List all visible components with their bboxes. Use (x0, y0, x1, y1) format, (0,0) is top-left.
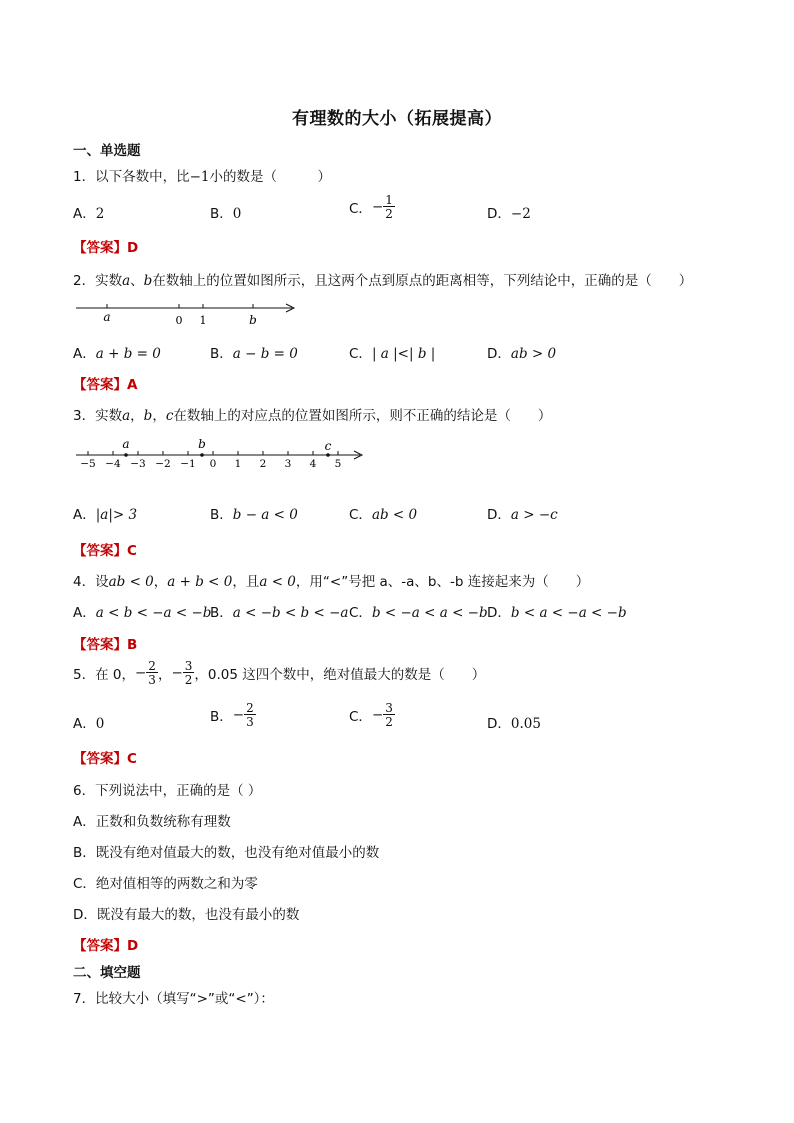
q2-label-b: b (249, 313, 257, 327)
q3-label-b: b (198, 437, 206, 451)
q3-point-a (124, 453, 128, 457)
section-heading-fill-blank: 二、填空题 (73, 965, 141, 981)
q3-answer: 【答案】C (73, 543, 137, 559)
q2-label-0: 0 (175, 314, 183, 327)
q3-option-a: A．|a|> 3 (73, 507, 138, 523)
q3-tick-label: 2 (259, 458, 267, 470)
q1-answer: 【答案】D (73, 240, 139, 256)
q6-option-b: B．既没有绝对值最大的数，也没有绝对值最小的数 (73, 845, 380, 861)
q3-number-line (70, 436, 370, 472)
q4-option-d: D．b < a < −a < −b (487, 605, 627, 621)
q1-option-d: D．−2 (487, 206, 531, 222)
question-5-stem: 5．在 0，− $\frac{2}{3}$ ，− $\frac{3}{2}$ ，0.05 这四个数中，绝对值最大的数是（ ） (73, 659, 486, 687)
question-7-stem: 7．比较大小（填写“>”或“<”）： (73, 991, 274, 1007)
q3-tick-label: 4 (309, 458, 317, 470)
question-4-stem: 4．设ab < 0，a + b < 0，且a < 0，用“<”号把 a、-a、b、-b 连接起来为（ ） (73, 574, 590, 590)
q5-answer: 【答案】C (73, 751, 137, 767)
q3-point-c (326, 453, 330, 457)
q3-option-b: B．b − a < 0 (210, 507, 298, 523)
q2-option-b: B．a − b = 0 (210, 346, 298, 362)
question-2-stem: 2．实数a、b在数轴上的位置如图所示，且这两个点到原点的距离相等，下列结论中，正确的是（ ） (73, 273, 693, 289)
q5-option-d: D．0.05 (487, 716, 541, 732)
q6-option-a: A．正数和负数统称有理数 (73, 814, 231, 830)
q2-option-a: A．a + b = 0 (73, 346, 161, 362)
q1-option-c: C．− $\frac{1}{2}$ (349, 193, 393, 221)
page-title: 有理数的大小（拓展提高） (292, 109, 502, 129)
q3-tick-label: −3 (130, 458, 146, 470)
q3-label-c: c (324, 439, 332, 453)
q3-tick-label: −4 (105, 458, 121, 470)
q3-label-a: a (122, 437, 130, 451)
q6-option-c: C．绝对值相等的两数之和为零 (73, 876, 258, 892)
q2-answer: 【答案】A (73, 377, 138, 393)
q2-label-a: a (103, 310, 111, 324)
q4-option-a: A．a < b < −a < −b (73, 605, 212, 621)
q3-option-c: C．ab < 0 (349, 507, 418, 523)
q3-tick-label: 5 (334, 458, 342, 470)
q6-answer: 【答案】D (73, 938, 139, 954)
q3-tick-label: −1 (180, 458, 196, 470)
question-1-stem: 1．以下各数中，比−1小的数是（ ） (73, 169, 331, 185)
q5-option-b: B．− $\frac{2}{3}$ (210, 701, 254, 729)
section-heading-single-choice: 一、单选题 (73, 143, 141, 159)
q5-option-a: A．0 (73, 716, 105, 732)
q4-option-c: C．b < −a < a < −b (349, 605, 488, 621)
q2-option-d: D．ab > 0 (487, 346, 557, 362)
question-3-stem: 3．实数a，b，c在数轴上的对应点的位置如图所示，则不正确的结论是（ ） (73, 408, 552, 424)
q3-tick-label: 3 (284, 458, 292, 470)
question-6-stem: 6．下列说法中，正确的是（ ） (73, 783, 262, 799)
q4-option-b: B．a < −b < b < −a (210, 605, 349, 621)
q3-tick-label: 1 (234, 458, 242, 470)
q6-option-d: D．既没有最大的数，也没有最小的数 (73, 907, 300, 923)
q3-option-d: D．a > −c (487, 507, 558, 523)
q2-option-c: C．| a |<| b | (349, 346, 436, 362)
q3-point-b (200, 453, 204, 457)
q5-option-c: C．− $\frac{3}{2}$ (349, 701, 393, 729)
q2-number-line (70, 298, 305, 330)
q1-option-a: A．2 (73, 206, 105, 222)
q4-answer: 【答案】B (73, 637, 138, 653)
q2-label-1: 1 (199, 314, 207, 327)
q3-tick-label: −5 (80, 458, 96, 470)
q3-tick-label: 0 (209, 458, 217, 470)
q1-option-b: B．0 (210, 206, 242, 222)
q3-tick-label: −2 (155, 458, 171, 470)
